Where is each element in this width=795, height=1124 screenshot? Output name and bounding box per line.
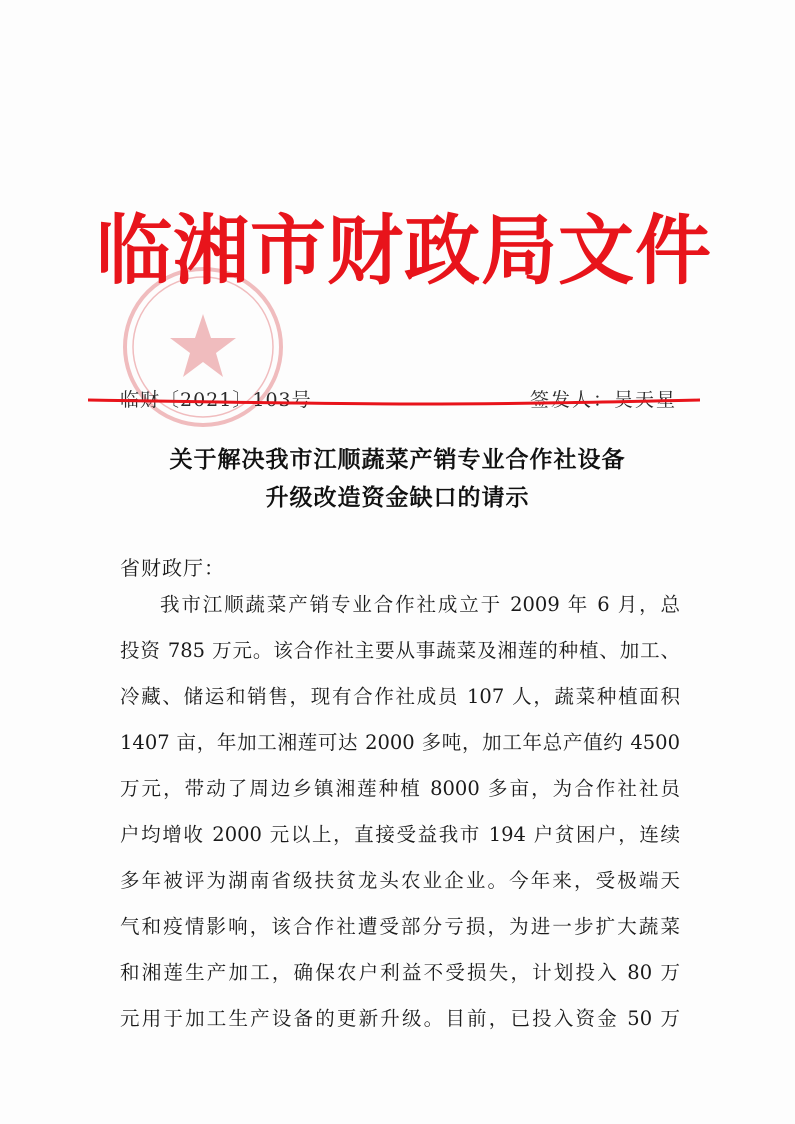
document-title-line-2: 升级改造资金缺口的请示 [265, 485, 530, 511]
salutation: 省财政厅： [120, 556, 225, 580]
body-line: 投资 785 万元。该合作社主要从事蔬菜及湘莲的种植、加工、 [120, 639, 680, 662]
document-number: 临财〔2021〕103号 [120, 389, 312, 411]
body-line: 元用于加工生产设备的更新升级。目前，已投入资金 50 万 [120, 1007, 680, 1030]
body-line: 多年被评为湖南省级扶贫龙头农业企业。今年来，受极端天 [120, 869, 680, 892]
body-line: 我市江顺蔬菜产销专业合作社成立于 2009 年 6 月，总 [160, 593, 680, 616]
document-title-line-1: 关于解决我市江顺蔬菜产销专业合作社设备 [169, 447, 626, 473]
body-line: 冷藏、储运和销售，现有合作社成员 107 人，蔬菜种植面积 [120, 685, 680, 708]
body-line: 气和疫情影响，该合作社遭受部分亏损，为进一步扩大蔬菜 [120, 915, 680, 938]
body-line: 户均增收 2000 元以上，直接受益我市 194 户贫困户，连续 [120, 823, 680, 846]
body-line: 万元，带动了周边乡镇湘莲种植 8000 多亩，为合作社社员 [120, 777, 680, 800]
body-line: 和湘莲生产加工，确保农户利益不受损失，计划投入 80 万 [120, 961, 680, 984]
red-divider-line [88, 394, 700, 414]
body-line: 1407 亩，年加工湘莲可达 2000 多吨，加工年总产值约 4500 [120, 731, 680, 754]
masthead-title: 临湘市财政局文件 [96, 206, 712, 295]
signer: 签发人：吴天星 [529, 389, 677, 411]
